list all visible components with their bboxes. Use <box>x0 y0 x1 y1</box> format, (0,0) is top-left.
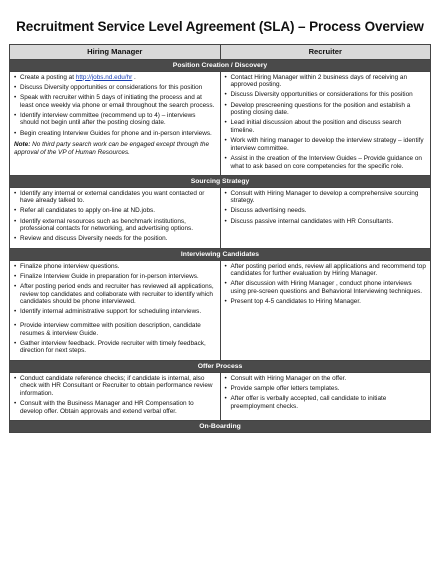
list-item: • After discussion with Hiring Manager , conduct phone interviews using pre-screen questions and Behavioral Interviewing techniques. <box>224 280 422 295</box>
section-header-row <box>10 248 431 260</box>
list-item: • Provide interview committee with position description, candidate resumes & interview Guide. <box>14 321 201 337</box>
list-item: • Consult with the Business Manager and HR Compensation to develop offer. Obtain approvals and extend verbal offer. <box>14 399 194 415</box>
section-row <box>10 260 431 360</box>
list-item: • Begin creating Interview Guides for phone and in-person interviews. <box>14 129 212 137</box>
list-item: • Lead initial discussion about the position and discuss search timeline. <box>224 119 402 134</box>
hiring-manager-cell <box>10 260 221 360</box>
list-item: • Identify interview committee (recommend up to 4) – interviews should not begin until after the posting closing date. <box>14 111 196 127</box>
list-item: • Create a posting at http://jobs.nd.edu/hr . <box>14 73 136 81</box>
list-item: • Conduct candidate reference checks; if candidate is internal, also check with HR Consultant or Recruiter to obtain performance review information. <box>14 374 213 397</box>
column-header-hiring-manager: Hiring Manager <box>10 45 221 60</box>
note-label: Note: <box>14 141 31 149</box>
hiring-manager-cell <box>10 372 221 420</box>
list-item: • Identify any internal or external candidates you want contacted or have already talked to. <box>14 189 205 205</box>
list-item: • Discuss Diversity opportunities or considerations for this position <box>224 91 413 99</box>
list-item: • After offer is verbally accepted, call candidate to initiate preemployment checks. <box>224 394 387 410</box>
list-item: • Provide sample offer letters templates. <box>224 384 340 392</box>
section-title: Offer Process <box>10 360 431 372</box>
list-item: • After posting period ends, review all applications and recommend top candidates for further evaluation by Hiring Manager. <box>224 262 426 278</box>
list-item: • Finalize Interview Guide in preparation for in-person interviews. <box>14 272 199 280</box>
section-row <box>10 187 431 248</box>
list-item: • Identify external resources such as benchmark institutions, professional contacts for networking, and advertising options. <box>14 217 193 233</box>
section-title: Interviewing Candidates <box>10 248 431 260</box>
recruiter-cell <box>220 372 431 420</box>
note-text: Note: No third party search work can be engaged except through the approval of the VP of Human Resources. <box>14 141 210 156</box>
column-header-recruiter: Recruiter <box>220 45 431 60</box>
list-item: • Gather interview feedback. Provide recruiter with timely feedback, direction for next steps. <box>14 339 206 355</box>
section-header-row <box>10 420 431 432</box>
list-item: • After posting period ends and recruiter has reviewed all applications, review top candidates and collaborate with recruiter to identify which candidates should be phone interviewed. <box>14 283 214 306</box>
list-item: • Work with hiring manager to develop the interview strategy – identify interview committee. <box>224 137 424 152</box>
list-item: • Discuss passive internal candidates with HR Consultants. <box>224 217 394 225</box>
section-row <box>10 372 431 420</box>
section-header-row <box>10 59 431 71</box>
list-item: • Contact Hiring Manager within 2 business days of receiving an approved posting. <box>224 73 408 89</box>
section-title: Position Creation / Discovery <box>10 59 431 71</box>
list-item: • Consult with Hiring Manager to develop a comprehensive sourcing strategy. <box>224 189 419 205</box>
recruiter-cell <box>220 187 431 248</box>
section-title: Sourcing Strategy <box>10 175 431 187</box>
item-text: Create a posting at <box>20 73 76 81</box>
recruiter-cell <box>220 260 431 360</box>
list-item: • Assist in the creation of the Interview Guides – Provide guidance on what to ask based on core competencies for the specific role. <box>224 154 422 170</box>
hiring-manager-cell <box>10 187 221 248</box>
list-item: • Present top 4-5 candidates to Hiring Manager. <box>224 298 361 306</box>
recruiter-cell <box>220 71 431 175</box>
list-item: • Identify internal administrative support for scheduling interviews. <box>14 308 202 316</box>
list-item: • Review and discuss Diversity needs for the position. <box>14 235 168 243</box>
section-header-row <box>10 175 431 187</box>
list-item: • Speak with recruiter within 5 days of initiating the process and at least once weekly via phone or email throughout the search process. <box>14 93 215 109</box>
section-header-row <box>10 360 431 372</box>
item-text: . <box>132 73 136 81</box>
section-title: On-Boarding <box>10 420 431 432</box>
sla-table <box>9 44 431 433</box>
list-item: • Develop prescreening questions for the position and establish a posting closing date. <box>224 101 411 117</box>
header-row <box>10 45 431 60</box>
jobs-link[interactable]: http://jobs.nd.edu/hr <box>75 73 133 81</box>
list-item: • Consult with Hiring Manager on the offer. <box>224 374 347 382</box>
section-row <box>10 71 431 175</box>
document-title: Recruitment Service Level Agreement (SLA) – Process Overview <box>16 19 424 34</box>
list-item: • Discuss advertising needs. <box>224 207 307 215</box>
list-item: • Refer all candidates to apply on-line at ND.jobs. <box>14 207 155 215</box>
list-item: • Finalize phone interview questions. <box>14 262 120 270</box>
hiring-manager-cell <box>10 71 221 175</box>
list-item: • Discuss Diversity opportunities or considerations for this position <box>14 83 203 91</box>
